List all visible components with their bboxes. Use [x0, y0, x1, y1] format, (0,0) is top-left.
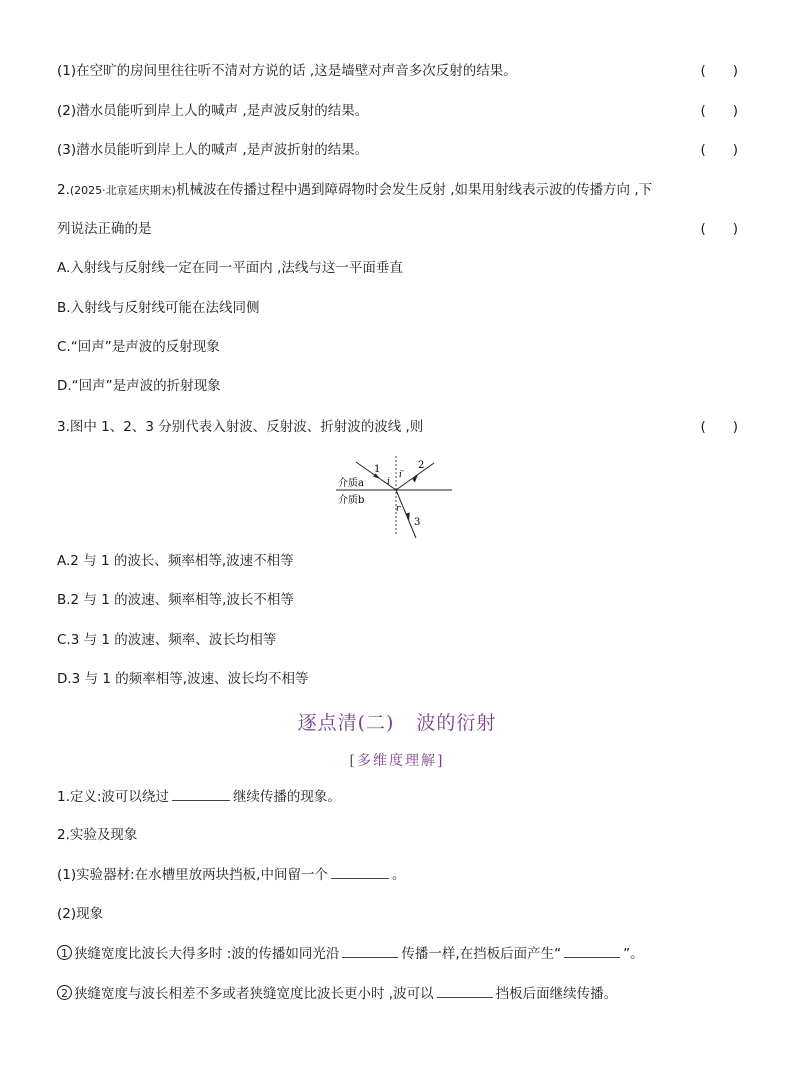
ray-2-label: 2: [418, 460, 425, 471]
answer-paren[interactable]: ( ): [700, 103, 738, 119]
q3-stem-text: 3.图中 1、2、3 分别代表入射波、反射波、折射波的波线 ,则: [57, 419, 424, 435]
q3-option-d[interactable]: D.3 与 1 的频率相等,波速、波长均不相等: [57, 671, 309, 687]
answer-paren[interactable]: ( ): [700, 63, 738, 79]
angle-i-label: i: [387, 477, 390, 487]
phenomenon-heading: (2)现象: [57, 906, 104, 922]
equipment-suffix: 。: [391, 867, 406, 883]
medium-a-label: 介质a: [338, 478, 364, 489]
answer-paren[interactable]: ( ): [700, 221, 738, 237]
phenomenon-1-text-c: ”。: [623, 946, 644, 962]
section-title-right: 波的衍射: [416, 712, 497, 734]
equipment-prefix: (1)实验器材:在水槽里放两块挡板,中间留一个: [57, 867, 328, 883]
ray-1-label: 1: [374, 464, 381, 475]
refracted-ray: [396, 490, 416, 538]
angle-r-label: r: [396, 504, 401, 514]
q2-option-a[interactable]: A.入射线与反射线一定在同一平面内 ,法线与这一平面垂直: [57, 260, 403, 276]
phenomenon-2-text-a: 狭缝宽度与波长相差不多或者狭缝宽度比波长更小时 ,波可以: [74, 986, 434, 1002]
fill-blank[interactable]: [342, 943, 398, 958]
fill-blank[interactable]: [564, 943, 620, 958]
circled-number-1: 1: [57, 945, 72, 960]
section-subtitle: [多维度理解]: [349, 753, 445, 769]
q3-option-a[interactable]: A.2 与 1 的波长、频率相等,波速不相等: [57, 553, 294, 569]
q3-stem: [57, 417, 738, 437]
angle-i-prime-label: i′: [399, 470, 404, 480]
q2-number: 2.: [57, 182, 70, 198]
q2-option-d[interactable]: D.“回声”是声波的折射现象: [57, 378, 221, 394]
q2-stem-text-2: 列说法正确的是: [57, 221, 152, 237]
definition-prefix: 1.定义:波可以绕过: [57, 789, 169, 805]
answer-paren[interactable]: ( ): [700, 419, 738, 435]
fill-blank[interactable]: [437, 983, 493, 998]
q1-item-1-text: (1)在空旷的房间里往往听不清对方说的话 ,这是墙壁对声音多次反射的结果。: [57, 63, 517, 79]
q1-item-2: [57, 101, 738, 121]
q1-item-2-text: (2)潜水员能听到岸上人的喊声 ,是声波反射的结果。: [57, 103, 369, 119]
circled-number-2: 2: [57, 985, 72, 1000]
q2-stem-line1: [57, 180, 738, 201]
medium-b-label: 介质b: [338, 495, 365, 506]
section-title-left: 逐点清(二): [297, 712, 395, 734]
definition-suffix: 继续传播的现象。: [232, 789, 341, 805]
equipment-line: [57, 864, 738, 885]
phenomenon-2-text-b: 挡板后面继续传播。: [495, 986, 618, 1002]
q1-item-3-text: (3)潜水员能听到岸上人的喊声 ,是声波折射的结果。: [57, 142, 369, 158]
phenomenon-1: [57, 943, 738, 964]
q1-item-1: [57, 61, 738, 81]
fill-blank[interactable]: [172, 786, 230, 801]
refraction-diagram: [336, 450, 456, 540]
q2-option-b[interactable]: B.入射线与反射线可能在法线同侧: [57, 300, 260, 316]
definition-line: [57, 786, 738, 807]
q3-option-b[interactable]: B.2 与 1 的波速、频率相等,波长不相等: [57, 592, 294, 608]
ray-3-label: 3: [414, 517, 421, 528]
section-title: [0, 708, 794, 735]
phenomenon-1-text-a: 狭缝宽度比波长大得多时 :波的传播如同光沿: [74, 946, 340, 962]
reflected-arrow: [413, 474, 419, 482]
q2-stem-text: 机械波在传播过程中遇到障碍物时会发生反射 ,如果用射线表示波的传播方向 ,下: [175, 182, 653, 198]
q2-source: (2025·北京延庆期末): [69, 184, 176, 197]
q1-item-3: [57, 140, 738, 160]
q2-stem-line2: [57, 219, 738, 239]
fill-blank[interactable]: [331, 864, 389, 879]
q2-option-c[interactable]: C.“回声”是声波的反射现象: [57, 339, 220, 355]
experiment-heading: 2.实验及现象: [57, 827, 138, 843]
phenomenon-1-text-b: 传播一样,在挡板后面产生“: [401, 946, 562, 962]
phenomenon-2: [57, 983, 738, 1004]
answer-paren[interactable]: ( ): [700, 142, 738, 158]
q3-option-c[interactable]: C.3 与 1 的波速、频率、波长均相等: [57, 632, 277, 648]
